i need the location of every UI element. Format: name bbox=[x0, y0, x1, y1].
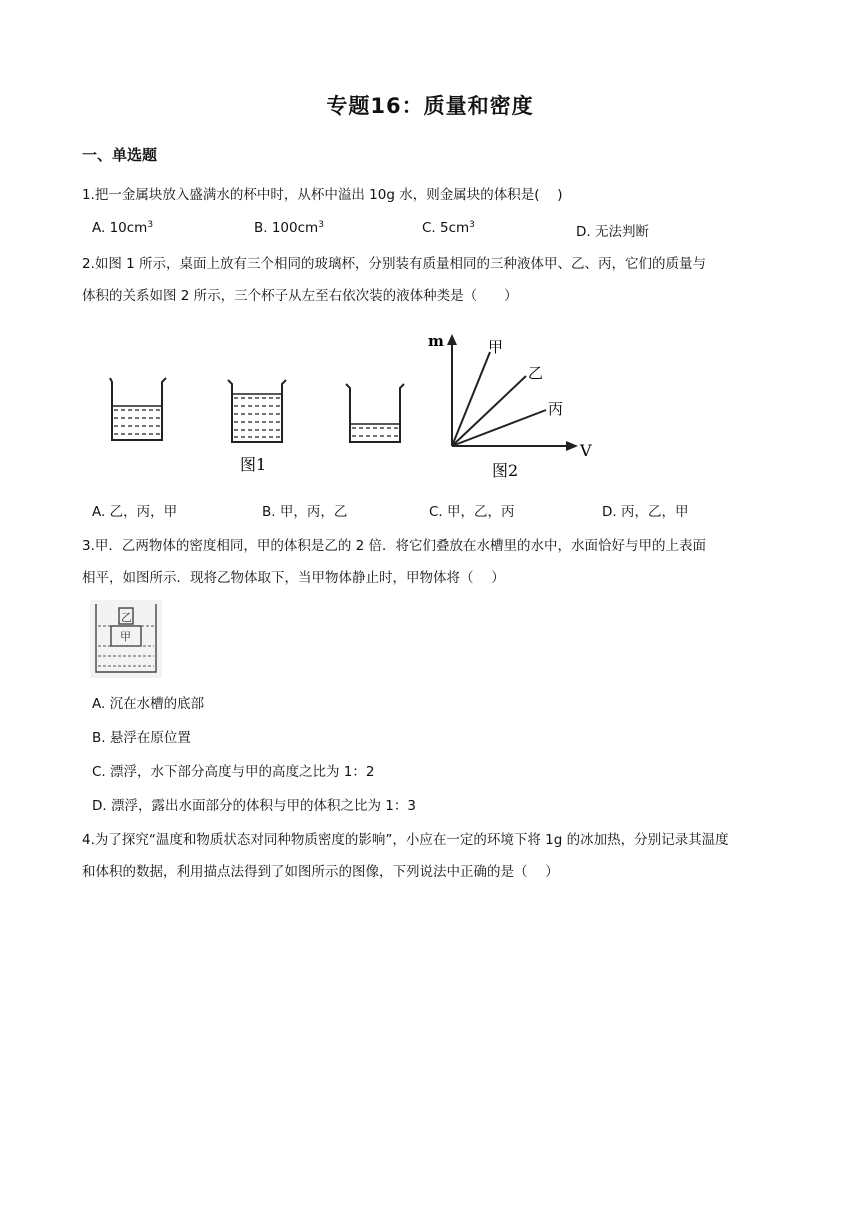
label-jia: 甲 bbox=[488, 338, 504, 356]
beaker-2 bbox=[228, 380, 286, 442]
label-yi: 乙 bbox=[528, 364, 544, 382]
question-1-stem: 1.把一金属块放入盛满水的杯中时，从杯中溢出 10g 水，则金属块的体积是( ) bbox=[82, 187, 563, 203]
beaker-1 bbox=[110, 378, 166, 440]
question-2-stem-line-1: 2.如图 1 所示，桌面上放有三个相同的玻璃杯，分别装有质量相同的三种液体甲、乙、丙，它们的质量与 bbox=[82, 256, 707, 272]
line-bing bbox=[452, 410, 546, 446]
q1-option-b: B. $100cm^3$ bbox=[254, 220, 324, 236]
q1-option-c: C. $5cm^3$ bbox=[422, 220, 475, 236]
q1-option-d: D. 无法判断 bbox=[576, 224, 649, 240]
section-heading: 一、单选题 bbox=[82, 146, 158, 164]
question-2-stem-line-2: 体积的关系如图 2 所示，三个杯子从左至右依次装的液体种类是（ ） bbox=[82, 288, 518, 304]
beaker-3 bbox=[346, 384, 404, 442]
x-axis-arrow bbox=[566, 441, 578, 451]
question-1-options bbox=[92, 220, 792, 244]
q3-option-a: A. 沉在水槽的底部 bbox=[92, 696, 205, 712]
q2-option-a: A. 乙，丙，甲 bbox=[92, 504, 178, 520]
q2-option-b: B. 甲，丙，乙 bbox=[262, 504, 348, 520]
q1-option-a: A. $10cm^3$ bbox=[92, 220, 154, 236]
figure-2-label: 图2 bbox=[492, 461, 519, 480]
label-bing: 丙 bbox=[548, 400, 564, 418]
line-yi bbox=[452, 376, 526, 446]
q3-option-d: D. 漂浮，露出水面部分的体积与甲的体积之比为 1：3 bbox=[92, 798, 416, 814]
axis-label-v: V bbox=[580, 441, 592, 460]
question-3-stem-line-2: 相平，如图所示．现将乙物体取下，当甲物体静止时，甲物体将（ ） bbox=[82, 570, 505, 586]
q3-option-c: C. 漂浮，水下部分高度与甲的高度之比为 1：2 bbox=[92, 764, 375, 780]
figure-2-mass-volume-graph bbox=[420, 328, 610, 484]
q2-option-c: C. 甲，乙，丙 bbox=[429, 504, 515, 520]
page-title: 专题16：质量和密度 bbox=[326, 94, 534, 118]
figure-1-label: 图1 bbox=[240, 455, 267, 474]
label-jia: 甲 bbox=[120, 630, 131, 643]
question-2-options bbox=[92, 500, 792, 524]
y-axis-arrow bbox=[447, 334, 457, 345]
question-4-stem-line-2: 和体积的数据，利用描点法得到了如图所示的图像，下列说法中正确的是（ ） bbox=[82, 864, 559, 880]
figure-3-water-tank bbox=[90, 600, 162, 678]
line-jia bbox=[452, 352, 490, 446]
q3-option-b: B. 悬浮在原位置 bbox=[92, 730, 191, 746]
question-3-stem-line-1: 3.甲．乙两物体的密度相同，甲的体积是乙的 2 倍．将它们叠放在水槽里的水中，水面恰好与甲的上表面 bbox=[82, 538, 707, 554]
label-yi: 乙 bbox=[121, 611, 132, 624]
axis-label-m: m bbox=[428, 332, 444, 350]
q2-option-d: D. 丙，乙，甲 bbox=[602, 504, 689, 520]
question-4-stem-line-1: 4.为了探究“温度和物质状态对同种物质密度的影响”，小应在一定的环境下将 1g 的冰加热，分别记录其温度 bbox=[82, 832, 729, 848]
figure-1-beakers bbox=[100, 370, 420, 480]
